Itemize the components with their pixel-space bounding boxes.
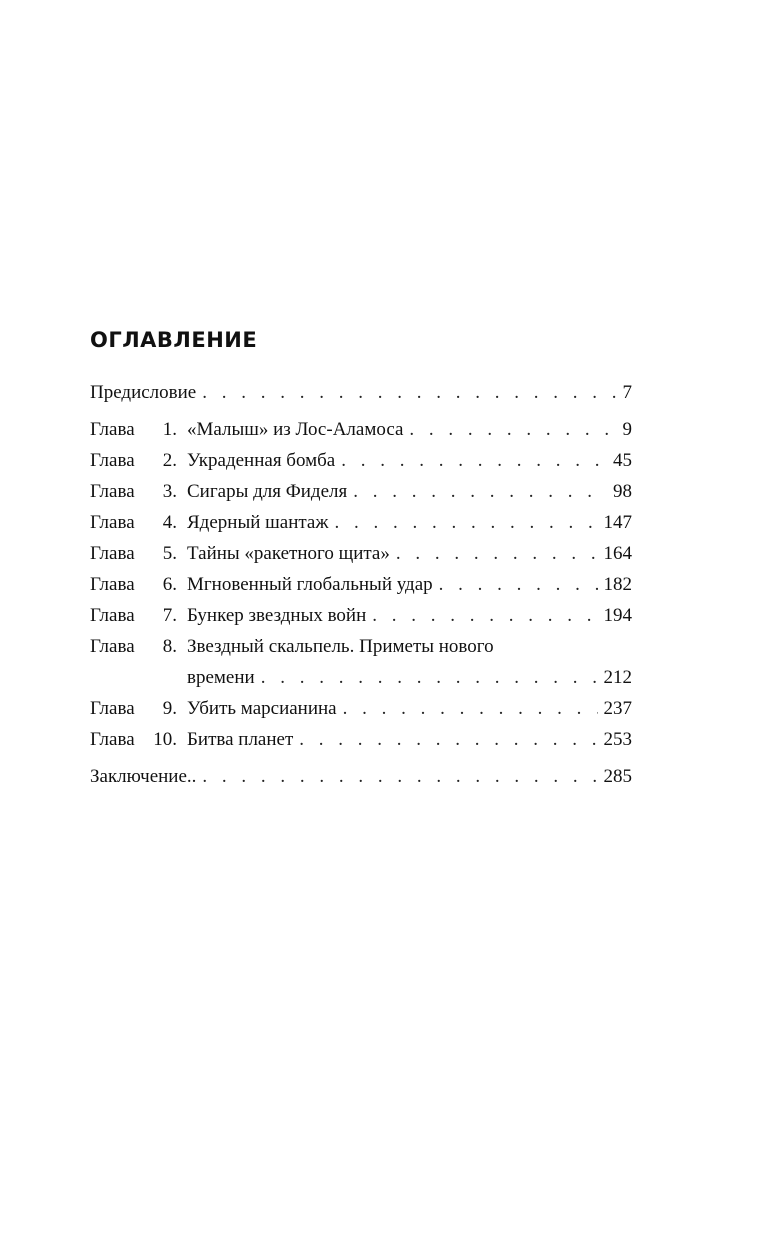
- dot-leader: [409, 414, 616, 445]
- toc-entry-chapter-5: [90, 538, 632, 569]
- toc-page-number: 7: [622, 382, 632, 403]
- chapter-prefix: [90, 538, 187, 569]
- chapter-word: Глава: [90, 512, 135, 533]
- toc-entry-chapter-4: [90, 507, 632, 538]
- chapter-word: Глава: [90, 698, 135, 719]
- chapter-title: Мгновенный глобальный удар: [187, 574, 433, 595]
- chapter-word: Глава: [90, 450, 135, 471]
- toc-entry-chapter-8-continuation: [90, 662, 632, 693]
- toc-page-number: 98: [613, 481, 632, 502]
- toc-entry-chapter-10: [90, 724, 632, 755]
- chapter-prefix: [90, 445, 187, 476]
- toc-page-number: 285: [603, 766, 632, 787]
- chapter-word: Глава: [90, 419, 135, 440]
- chapter-prefix: [90, 569, 187, 600]
- toc-page-number: 164: [603, 543, 632, 564]
- chapter-title-continuation: времени: [187, 667, 255, 688]
- dot-leader: [334, 507, 597, 538]
- chapter-title: Звездный скальпель. Приметы нового: [187, 636, 494, 657]
- chapter-number: 10.: [153, 729, 177, 750]
- toc-title: ОГЛАВЛЕНИЕ: [90, 328, 258, 352]
- chapter-word: Глава: [90, 574, 135, 595]
- toc-page-number: 9: [622, 419, 632, 440]
- toc-entry-chapter-3: [90, 476, 632, 507]
- chapter-number: 5.: [162, 543, 177, 564]
- dot-leader: [261, 662, 598, 693]
- chapter-title: Тайны «ракетного щита»: [187, 543, 390, 564]
- chapter-number: 8.: [162, 636, 177, 657]
- chapter-title: Битва планет: [187, 729, 294, 750]
- dot-leader: [341, 445, 607, 476]
- chapter-title: Украденная бомба: [187, 450, 336, 471]
- chapter-title: Бункер звездных войн: [187, 605, 367, 626]
- dot-leader: [202, 761, 597, 792]
- chapter-number: 2.: [162, 450, 177, 471]
- toc-entry-chapter-8: [90, 631, 632, 662]
- chapter-number: 7.: [162, 605, 177, 626]
- chapter-prefix: [90, 724, 187, 755]
- chapter-title: «Малыш» из Лос-Аламоса: [187, 419, 404, 440]
- dot-leader: [353, 476, 607, 507]
- toc-page-number: 253: [603, 729, 632, 750]
- toc-entry-chapter-6: [90, 569, 632, 600]
- chapter-prefix: [90, 507, 187, 538]
- toc-page-number: 182: [603, 574, 632, 595]
- chapter-prefix: [90, 631, 187, 662]
- toc-page-number: 237: [603, 698, 632, 719]
- chapter-prefix: [90, 693, 187, 724]
- chapter-word: Глава: [90, 543, 135, 564]
- chapter-word: Глава: [90, 605, 135, 626]
- chapter-title: Убить марсианина: [187, 698, 337, 719]
- chapter-number: 1.: [162, 419, 177, 440]
- toc-entry-label: Предисловие: [90, 382, 197, 403]
- dot-leader: [343, 693, 598, 724]
- dot-leader: [396, 538, 598, 569]
- toc-entry-chapter-7: [90, 600, 632, 631]
- chapter-title: Сигары для Фиделя: [187, 481, 348, 502]
- chapter-prefix: [90, 600, 187, 631]
- chapter-word: Глава: [90, 481, 135, 502]
- chapter-number: 4.: [162, 512, 177, 533]
- chapter-prefix: [90, 476, 187, 507]
- toc-entry-chapter-1: [90, 414, 632, 445]
- toc-entry-chapter-9: [90, 693, 632, 724]
- chapter-number: 9.: [162, 698, 177, 719]
- toc-entry-chapter-2: [90, 445, 632, 476]
- dot-leader: [439, 569, 598, 600]
- chapter-word: Глава: [90, 636, 135, 657]
- dot-leader: [202, 377, 616, 408]
- chapter-word: Глава: [90, 729, 135, 750]
- dot-leader: [372, 600, 597, 631]
- chapter-prefix: [90, 414, 187, 445]
- toc-entry-label: Заключение..: [90, 766, 197, 787]
- toc-page-number: 45: [613, 450, 632, 471]
- dot-leader: [299, 724, 597, 755]
- chapter-number: 3.: [162, 481, 177, 502]
- toc-entry-conclusion: [90, 761, 632, 792]
- toc-page-number: 194: [603, 605, 632, 626]
- chapter-title: Ядерный шантаж: [187, 512, 329, 533]
- chapter-number: 6.: [162, 574, 177, 595]
- toc-page-number: 212: [603, 667, 632, 688]
- toc-entry-preface: [90, 377, 632, 408]
- toc-page-number: 147: [603, 512, 632, 533]
- table-of-contents: [90, 325, 632, 792]
